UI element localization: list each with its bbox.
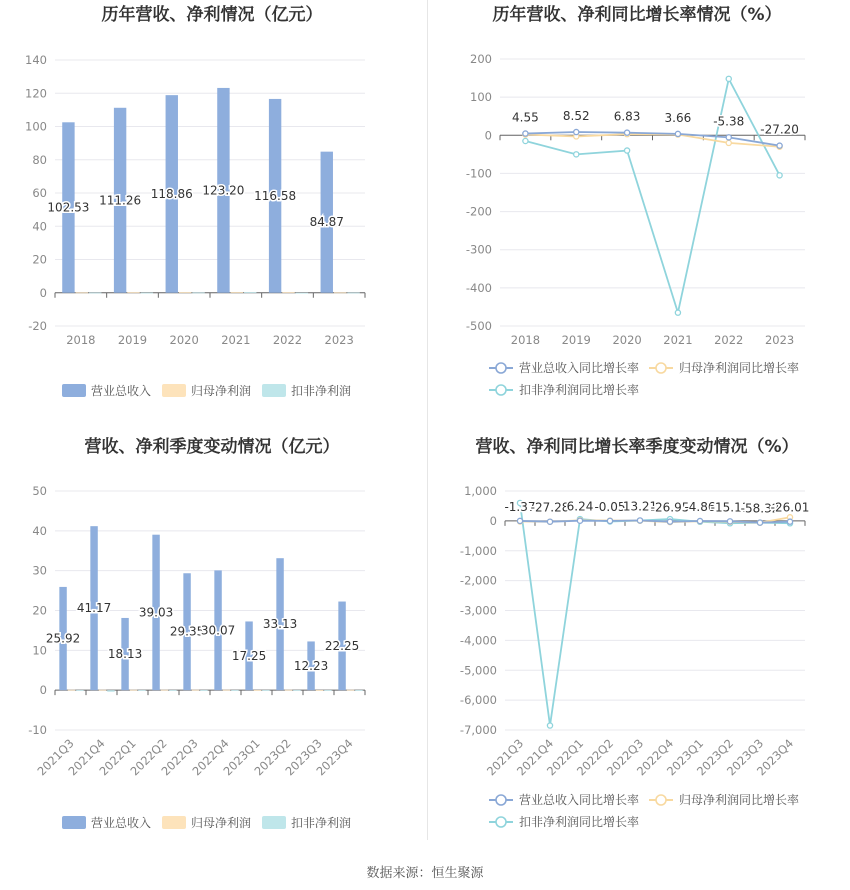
y-tick-label: -300 bbox=[465, 242, 492, 257]
bar-deducted bbox=[138, 690, 145, 691]
data-label: 13.21 bbox=[622, 499, 658, 514]
x-tick-label: 2021Q3 bbox=[34, 736, 77, 779]
bar-deducted bbox=[296, 293, 308, 294]
x-tick-label: 2021Q3 bbox=[483, 736, 527, 779]
series-point bbox=[697, 518, 702, 523]
legend-swatch bbox=[62, 384, 86, 397]
chart-title: 历年营收、净利情况（亿元） bbox=[101, 5, 323, 25]
data-label: -27.20 bbox=[760, 122, 799, 137]
y-tick-label: 0 bbox=[484, 128, 492, 143]
data-label: 84.87 bbox=[309, 215, 344, 230]
bar-netprofit bbox=[68, 690, 75, 691]
data-label: 118.86 bbox=[150, 186, 193, 201]
bar-deducted bbox=[169, 690, 176, 691]
legend-label: 营业总收入同比增长率 bbox=[519, 793, 640, 807]
y-tick-label: 40 bbox=[32, 523, 47, 538]
quarterly-revenue-profit-chart bbox=[0, 425, 425, 850]
legend-label: 归母净利润 bbox=[191, 384, 252, 398]
y-tick-label: 50 bbox=[32, 484, 47, 498]
series-point bbox=[547, 723, 552, 728]
x-tick-label: 2020 bbox=[169, 333, 199, 347]
y-tick-label: 0 bbox=[489, 513, 497, 528]
bar-deducted bbox=[107, 690, 114, 692]
bar-netprofit bbox=[347, 690, 354, 691]
data-label: 12.23 bbox=[293, 658, 329, 673]
y-tick-label: 30 bbox=[32, 563, 47, 578]
x-tick-label: 2018 bbox=[66, 333, 96, 347]
y-tick-label: -5,000 bbox=[459, 663, 497, 678]
data-label: 116.58 bbox=[254, 188, 297, 203]
bar-netprofit bbox=[223, 690, 230, 691]
data-label: -15.11 bbox=[710, 500, 750, 515]
bar-netprofit bbox=[161, 690, 168, 691]
series-point bbox=[547, 519, 552, 524]
bar-netprofit bbox=[130, 690, 137, 691]
series-point bbox=[726, 76, 731, 81]
legend-label: 归母净利润同比增长率 bbox=[679, 793, 800, 807]
x-tick-label: 2021 bbox=[221, 333, 251, 347]
y-tick-label: 200 bbox=[470, 52, 492, 66]
quarterly-growth-rate-svg bbox=[425, 425, 850, 850]
bar-deducted bbox=[89, 293, 101, 294]
series-point bbox=[577, 518, 582, 523]
x-tick-label: 2023 bbox=[764, 333, 795, 347]
data-label: 33.13 bbox=[262, 617, 298, 632]
legend-swatch bbox=[62, 816, 86, 829]
x-tick-label: 2022Q3 bbox=[158, 736, 201, 779]
data-label: -27.28 bbox=[530, 500, 570, 515]
legend-marker bbox=[496, 385, 506, 395]
y-tick-label: -400 bbox=[465, 280, 492, 295]
data-label: 123.20 bbox=[202, 183, 245, 198]
y-tick-label: 140 bbox=[25, 53, 47, 67]
x-tick-label: 2023 bbox=[324, 333, 354, 347]
x-tick-label: 2022Q2 bbox=[573, 736, 617, 779]
bar-deducted bbox=[324, 690, 331, 691]
series-point bbox=[777, 143, 782, 148]
data-label: 25.92 bbox=[45, 631, 81, 646]
bar-deducted bbox=[231, 690, 238, 691]
bar-netprofit bbox=[99, 690, 106, 691]
x-tick-label: 2021Q4 bbox=[513, 736, 557, 779]
y-tick-label: -7,000 bbox=[459, 723, 497, 737]
bar-netprofit bbox=[76, 292, 88, 293]
data-label: -0.05 bbox=[594, 499, 626, 514]
bar-netprofit bbox=[316, 690, 323, 691]
series-point bbox=[523, 131, 528, 136]
y-tick-label: -6,000 bbox=[459, 693, 497, 708]
legend-swatch bbox=[162, 384, 186, 397]
chart-title: 历年营收、净利同比增长率情况（%） bbox=[492, 5, 782, 25]
x-tick-label: 2023Q4 bbox=[313, 736, 356, 779]
x-tick-label: 2023Q2 bbox=[693, 736, 737, 779]
bar-deducted bbox=[293, 690, 300, 691]
x-tick-label: 2022Q1 bbox=[543, 736, 587, 779]
y-tick-label: 0 bbox=[39, 285, 47, 300]
data-label: 29.35 bbox=[169, 624, 205, 639]
y-tick-label: -500 bbox=[465, 319, 492, 333]
legend-marker bbox=[496, 795, 506, 805]
chart-title: 营收、净利季度变动情况（亿元） bbox=[84, 437, 340, 457]
legend-swatch bbox=[262, 816, 286, 829]
annual-growth-rate-svg bbox=[425, 0, 850, 410]
x-tick-label: 2021Q4 bbox=[65, 736, 108, 779]
y-tick-label: 10 bbox=[32, 643, 47, 658]
legend-label: 营业总收入 bbox=[91, 384, 152, 398]
x-tick-label: 2022Q4 bbox=[189, 736, 232, 779]
y-tick-label: -2,000 bbox=[459, 573, 497, 588]
y-tick-label: 80 bbox=[32, 152, 47, 167]
series-point bbox=[574, 152, 579, 157]
series-point bbox=[757, 520, 762, 525]
series-point bbox=[624, 148, 629, 153]
y-tick-label: 100 bbox=[470, 90, 492, 105]
legend-label: 扣非净利润同比增长率 bbox=[519, 383, 640, 397]
y-tick-label: 20 bbox=[32, 603, 47, 618]
legend-label: 扣非净利润 bbox=[291, 384, 352, 398]
series-point bbox=[624, 130, 629, 135]
x-tick-label: 2022Q2 bbox=[127, 736, 170, 779]
x-tick-label: 2020 bbox=[612, 333, 642, 347]
y-tick-label: -200 bbox=[465, 204, 492, 219]
y-tick-label: 20 bbox=[32, 252, 47, 267]
y-tick-label: -10 bbox=[28, 723, 47, 737]
series-point bbox=[574, 129, 579, 134]
bar-deducted bbox=[141, 293, 153, 294]
y-tick-label: -3,000 bbox=[459, 603, 497, 618]
bar-netprofit bbox=[282, 292, 294, 293]
bar-deducted bbox=[262, 690, 269, 691]
bar-deducted bbox=[355, 690, 362, 691]
bar-netprofit bbox=[285, 690, 292, 691]
x-tick-label: 2023Q1 bbox=[220, 736, 263, 779]
legend-swatch bbox=[162, 816, 186, 829]
bar-deducted bbox=[76, 690, 83, 691]
x-tick-label: 2022 bbox=[714, 333, 744, 347]
chart-title: 营收、净利同比增长率季度变动情况（%） bbox=[475, 437, 799, 457]
legend-label: 营业总收入 bbox=[91, 816, 152, 830]
series-point bbox=[675, 131, 680, 136]
x-tick-label: 2022Q3 bbox=[603, 736, 647, 779]
y-tick-label: -1,000 bbox=[459, 543, 497, 558]
legend-marker bbox=[656, 363, 666, 373]
series-point bbox=[777, 173, 782, 178]
bar-netprofit bbox=[334, 292, 346, 293]
legend-label: 扣非净利润 bbox=[291, 816, 352, 830]
y-tick-label: -100 bbox=[465, 166, 492, 181]
data-label: -5.38 bbox=[713, 114, 745, 129]
legend-label: 归母净利润 bbox=[191, 816, 252, 830]
y-tick-label: 1,000 bbox=[464, 484, 497, 498]
data-source-footer: 数据来源：恒生聚源 bbox=[366, 866, 484, 881]
legend-swatch bbox=[262, 384, 286, 397]
bar-netprofit bbox=[127, 292, 139, 293]
x-tick-label: 2019 bbox=[561, 333, 591, 347]
series-point bbox=[637, 518, 642, 523]
data-label: -58.32 bbox=[740, 501, 780, 516]
bar-deducted bbox=[347, 293, 359, 294]
data-label: 8.52 bbox=[562, 109, 590, 124]
annual-revenue-profit-svg bbox=[0, 0, 425, 410]
y-tick-label: 60 bbox=[32, 186, 47, 200]
data-label: 102.53 bbox=[47, 200, 90, 215]
annual-revenue-profit-chart bbox=[0, 0, 425, 410]
data-label: 41.17 bbox=[76, 601, 112, 616]
data-label: 30.07 bbox=[200, 623, 236, 638]
x-tick-label: 2018 bbox=[510, 333, 541, 347]
y-tick-label: -20 bbox=[28, 319, 47, 333]
series-point bbox=[667, 519, 672, 524]
x-tick-label: 2023Q4 bbox=[753, 736, 797, 779]
series-point bbox=[517, 518, 522, 523]
legend-marker bbox=[496, 363, 506, 373]
legend-label: 扣非净利润同比增长率 bbox=[519, 815, 640, 829]
data-label: 6.83 bbox=[613, 109, 641, 124]
y-tick-label: 100 bbox=[25, 119, 47, 134]
data-label: -26.95 bbox=[650, 500, 690, 515]
x-tick-label: 2022Q1 bbox=[96, 736, 139, 779]
y-tick-label: 120 bbox=[25, 86, 47, 101]
data-label: 18.13 bbox=[107, 647, 143, 662]
data-label: -1.37 bbox=[504, 499, 536, 514]
x-tick-label: 2022Q4 bbox=[633, 736, 677, 779]
legend-label: 营业总收入同比增长率 bbox=[519, 361, 640, 375]
quarterly-growth-rate-chart bbox=[425, 425, 850, 850]
x-tick-label: 2023Q2 bbox=[251, 736, 294, 779]
bar-deducted bbox=[200, 690, 207, 691]
x-tick-label: 2023Q3 bbox=[282, 736, 325, 779]
x-tick-label: 2022 bbox=[272, 333, 303, 347]
series-point bbox=[607, 518, 612, 523]
legend-marker bbox=[656, 795, 666, 805]
data-label: 39.03 bbox=[138, 605, 174, 620]
quarterly-revenue-profit-svg bbox=[0, 425, 425, 850]
x-tick-label: 2019 bbox=[117, 333, 148, 347]
bar-netprofit bbox=[192, 690, 199, 691]
series-point bbox=[787, 519, 792, 524]
y-tick-label: -4,000 bbox=[459, 633, 497, 648]
bar-deducted bbox=[192, 293, 204, 294]
legend-marker bbox=[496, 817, 506, 827]
data-label: -4.86 bbox=[684, 500, 716, 515]
x-tick-label: 2023Q1 bbox=[663, 736, 707, 779]
data-label: 6.24 bbox=[566, 499, 594, 514]
series-point bbox=[675, 310, 680, 315]
data-label: 22.25 bbox=[324, 638, 360, 653]
bar-netprofit bbox=[179, 292, 191, 293]
annual-growth-rate-chart bbox=[425, 0, 850, 410]
x-tick-label: 2021 bbox=[663, 333, 693, 347]
y-tick-label: 40 bbox=[32, 219, 47, 234]
data-label: -26.01 bbox=[770, 500, 810, 515]
data-label: 4.55 bbox=[512, 110, 539, 125]
series-point bbox=[726, 135, 731, 140]
y-tick-label: 0 bbox=[39, 683, 47, 698]
bar-netprofit bbox=[254, 690, 261, 691]
data-label: 17.25 bbox=[231, 648, 267, 663]
data-label: 3.66 bbox=[664, 110, 692, 125]
bar-deducted bbox=[244, 292, 256, 293]
x-tick-label: 2023Q3 bbox=[723, 736, 767, 779]
legend-label: 归母净利润同比增长率 bbox=[679, 361, 800, 375]
series-point bbox=[726, 140, 731, 145]
bar-netprofit bbox=[231, 292, 243, 293]
series-point bbox=[523, 138, 528, 143]
data-label: 111.26 bbox=[99, 193, 142, 208]
series-point bbox=[727, 519, 732, 524]
